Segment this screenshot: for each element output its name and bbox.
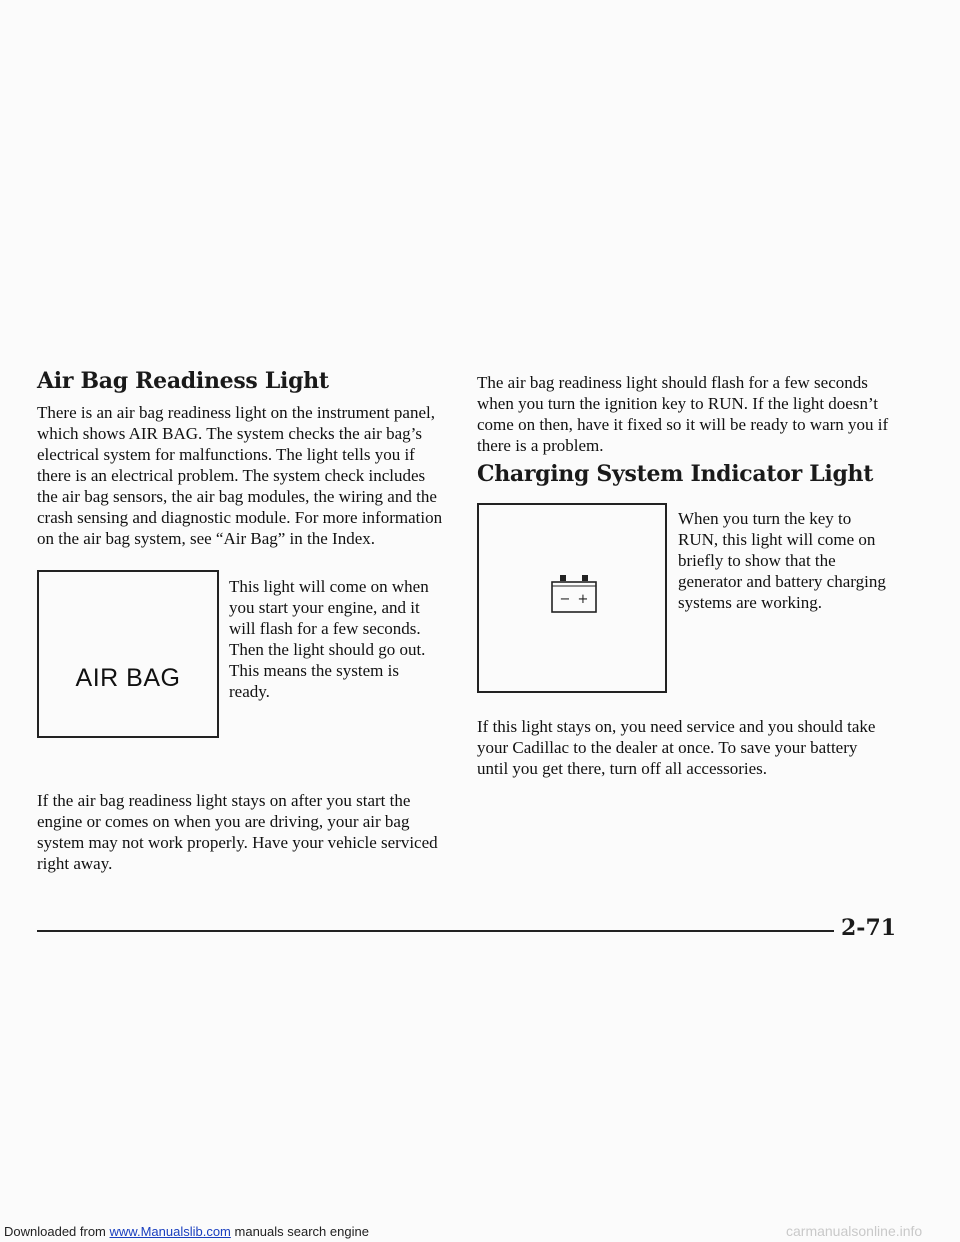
air-bag-flash-paragraph: The air bag readiness light should flash for a few seconds when you turn the ignition key to RUN. If the light doesn’t come on then, have it fixed so it will be ready to warn you if there is a problem. <box>477 373 889 455</box>
charging-system-heading: Charging System Indicator Light <box>477 461 874 487</box>
manualslib-link[interactable]: www.Manualslib.com <box>109 1224 231 1239</box>
watermark-text: carmanualsonline.info <box>786 1223 923 1239</box>
air-bag-light-figure <box>37 570 219 738</box>
page-footer-rule <box>37 930 834 932</box>
footer-prefix: Downloaded from <box>4 1224 106 1239</box>
air-bag-outro-paragraph: If the air bag readiness light stays on after you start the engine or comes on when you are driving, your air bag system may not work properly. Have your vehicle serviced right away. <box>37 791 438 873</box>
battery-plus-sign: + <box>577 592 589 607</box>
footer-suffix: manuals search engine <box>234 1224 369 1239</box>
charging-figure-caption: When you turn the key to RUN, this light will come on briefly to show that the generator and battery charging systems are working. <box>678 509 886 612</box>
battery-icon <box>549 575 599 615</box>
charging-outro-paragraph: If this light stays on, you need service and you should take your Cadillac to the dealer at once. To save your battery until you get there, turn off all accessories. <box>477 717 876 778</box>
air-bag-heading: Air Bag Readiness Light <box>37 368 329 394</box>
battery-minus-sign: − <box>559 592 571 607</box>
charging-light-figure <box>477 503 667 693</box>
air-bag-figure-caption: This light will come on when you start your engine, and it will flash for a few seconds. Then the light should go out. This means the system is ready. <box>229 577 429 701</box>
download-footer <box>4 1224 369 1239</box>
page-number: 2-71 <box>841 915 897 941</box>
air-bag-indicator-label: AIR BAG <box>75 664 181 692</box>
air-bag-intro-paragraph: There is an air bag readiness light on the instrument panel, which shows AIR BAG. The system checks the air bag’s electrical system for malfunctions. The light tells you if there is an electrical problem. The system check includes the air bag sensors, the air bag modules, the wiring and the crash sensing and diagnostic module. For more information on the air bag system, see “Air Bag” in the Index. <box>37 403 443 548</box>
